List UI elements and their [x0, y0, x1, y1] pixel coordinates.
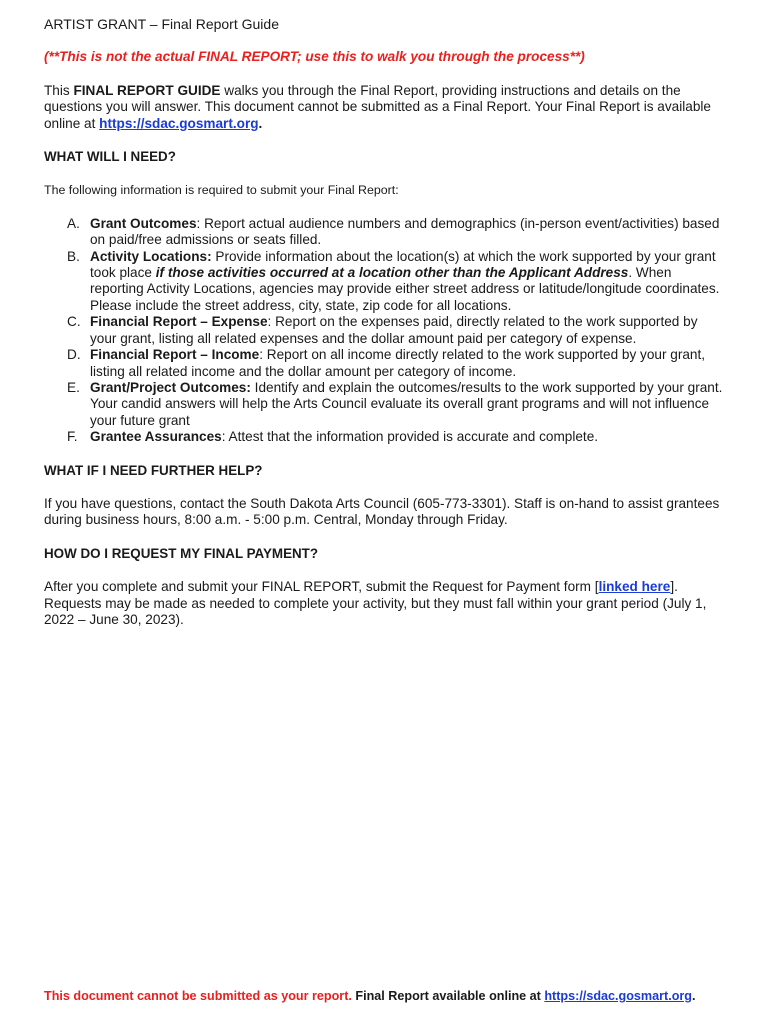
payment-paragraph — [44, 579, 724, 628]
list-item — [44, 249, 724, 315]
draft-notice: (**This is not the actual FINAL REPORT; use this to walk you through the process**) — [44, 49, 585, 65]
item-text: : Attest that the information provided is accurate and complete. — [221, 429, 599, 445]
list-marker: B. — [67, 248, 80, 264]
list-marker: D. — [67, 347, 81, 363]
item-text: Provide information about the location(s) at which the work supported by your grant took place — [90, 248, 716, 281]
list-marker: E. — [67, 379, 80, 395]
payment-pre: After you complete and submit your FINAL REPORT, submit the Request for Payment form [ — [44, 579, 599, 595]
item-text: : Report on the expenses paid, directly related to the work supported by your grant, listing all related expenses and the dollar amount paid per category of expense. — [90, 314, 698, 346]
item-text: : Report actual audience numbers and demographics (in-person event/activities) based on paid/free admissions or seats filled. — [90, 215, 720, 248]
item-text: : Report on all income directly related to the work supported by your grant, listing all related income and the dollar amount per category of income. — [90, 347, 706, 379]
item-text: Identify and explain the outcomes/results to the work supported by your grant. Your candid answers will help the Arts Council evaluate its overall grant programs and will not influence your future grant — [90, 379, 723, 428]
payment-heading: HOW DO I REQUEST MY FINAL PAYMENT? — [44, 545, 319, 561]
item-title: Financial Report – Income — [90, 347, 260, 363]
page-footer — [44, 989, 696, 1003]
list-item — [44, 314, 724, 347]
document-title: ARTIST GRANT – Final Report Guide — [44, 16, 279, 32]
list-item — [44, 216, 724, 249]
list-marker: F. — [67, 429, 78, 445]
gosmart-link[interactable]: https://sdac.gosmart.org — [99, 115, 259, 131]
list-marker: A. — [67, 215, 80, 231]
list-item — [44, 347, 724, 380]
item-title: Grant Outcomes — [90, 215, 197, 231]
help-paragraph: If you have questions, contact the South Dakota Arts Council (605-773-3301). Staff is on-hand to assist grantees during business hours, 8:00 a.m. - 5:00 p.m. Central, Monday through Friday. — [44, 495, 720, 528]
item-emphasis: if those activities occurred at a location other than the Applicant Address — [155, 265, 629, 281]
requirements-list — [44, 216, 724, 446]
need-lead: The following information is required to submit your Final Report: — [44, 183, 399, 198]
intro-post: walks you through the Final Report, providing instructions and details on the questions you will answer. This document cannot be submitted as a Final Report. Your Final Report is available online at — [44, 82, 711, 131]
item-title: Grant/Project Outcomes: — [90, 379, 251, 395]
payment-post: ]. Requests may be made as needed to complete your activity, but they must fall within your grant period (July 1, 2022 – June 30, 2023). — [44, 579, 707, 627]
payment-form-link[interactable]: linked here — [598, 579, 671, 595]
item-text-cont: . When reporting Activity Locations, agencies may provide either street address or latitude/longitude coordinates. Please include the street address, city, state, zip code for all locations. — [90, 265, 720, 313]
list-item — [44, 429, 724, 445]
intro-pre: This — [44, 82, 74, 98]
footer-warning: This document cannot be submitted as your report. — [44, 989, 352, 1003]
footer-gosmart-link[interactable]: https://sdac.gosmart.org — [544, 989, 692, 1003]
intro-paragraph — [44, 83, 724, 132]
item-title: Financial Report – Expense — [90, 314, 268, 330]
list-marker: C. — [67, 314, 81, 330]
intro-end: . — [258, 115, 263, 131]
item-title: Activity Locations: — [90, 248, 212, 264]
intro-bold: FINAL REPORT GUIDE — [73, 82, 221, 98]
footer-text: Final Report available online at — [351, 989, 545, 1003]
footer-end: . — [692, 989, 696, 1003]
list-item — [44, 380, 724, 429]
need-heading: WHAT WILL I NEED? — [44, 149, 176, 165]
item-title: Grantee Assurances — [90, 429, 222, 445]
document-page — [44, 16, 724, 628]
help-heading: WHAT IF I NEED FURTHER HELP? — [44, 462, 263, 478]
